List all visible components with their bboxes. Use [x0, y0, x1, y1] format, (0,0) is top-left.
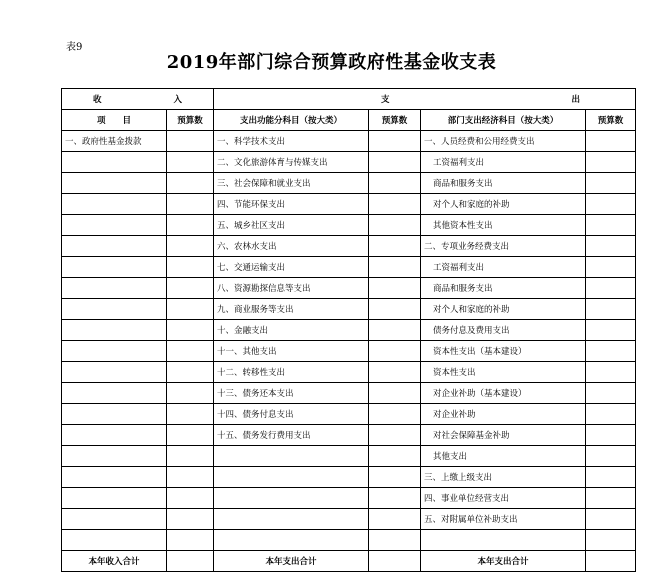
income-item-cell	[62, 446, 167, 467]
income-budget-cell	[167, 215, 214, 236]
func-budget-cell	[369, 362, 421, 383]
table-row	[62, 152, 636, 173]
func-total-value	[369, 551, 421, 572]
econ-budget-cell	[586, 278, 636, 299]
func-budget-cell	[369, 194, 421, 215]
econ-item-cell: 商品和服务支出	[421, 278, 586, 299]
func-item-cell: 十、金融支出	[214, 320, 369, 341]
col-header-budget-3: 预算数	[586, 110, 636, 131]
income-budget-cell	[167, 341, 214, 362]
func-item-cell: 六、农林水支出	[214, 236, 369, 257]
econ-item-cell: 工资福利支出	[421, 257, 586, 278]
econ-budget-cell	[586, 173, 636, 194]
income-item-cell: 一、政府性基金拨款	[62, 131, 167, 152]
page-title: 2019年部门综合预算政府性基金收支表	[166, 52, 497, 73]
income-budget-cell	[167, 194, 214, 215]
table-row	[62, 173, 636, 194]
econ-item-cell	[421, 530, 586, 551]
table-row	[62, 488, 636, 509]
income-budget-cell	[167, 467, 214, 488]
func-budget-cell	[369, 509, 421, 530]
econ-budget-cell	[586, 383, 636, 404]
func-budget-cell	[369, 383, 421, 404]
table-row	[62, 362, 636, 383]
income-budget-cell	[167, 320, 214, 341]
col-header-func: 支出功能分科目（按大类）	[214, 110, 369, 131]
col-header-item: 项 目	[62, 110, 167, 131]
econ-budget-cell	[586, 530, 636, 551]
func-budget-cell	[369, 467, 421, 488]
func-budget-cell	[369, 299, 421, 320]
econ-budget-cell	[586, 467, 636, 488]
income-header: 收 入	[62, 89, 214, 110]
func-item-cell: 八、资源勘探信息等支出	[214, 278, 369, 299]
func-budget-cell	[369, 215, 421, 236]
func-budget-cell	[369, 278, 421, 299]
income-budget-cell	[167, 362, 214, 383]
income-item-cell	[62, 488, 167, 509]
econ-item-cell: 一、人员经费和公用经费支出	[421, 131, 586, 152]
income-budget-cell	[167, 488, 214, 509]
econ-budget-cell	[586, 320, 636, 341]
func-budget-cell	[369, 446, 421, 467]
econ-budget-cell	[586, 341, 636, 362]
income-total-label: 本年收入合计	[62, 551, 167, 572]
func-item-cell	[214, 488, 369, 509]
econ-budget-cell	[586, 194, 636, 215]
table-row	[62, 299, 636, 320]
econ-budget-cell	[586, 404, 636, 425]
expense-header: 支 出	[214, 89, 636, 110]
table-row	[62, 383, 636, 404]
econ-item-cell: 其他支出	[421, 446, 586, 467]
table-row	[62, 278, 636, 299]
econ-budget-cell	[586, 362, 636, 383]
func-item-cell: 三、社会保障和就业支出	[214, 173, 369, 194]
income-item-cell	[62, 341, 167, 362]
table-row	[62, 257, 636, 278]
func-total-label: 本年支出合计	[214, 551, 369, 572]
table-row	[62, 404, 636, 425]
econ-item-cell: 商品和服务支出	[421, 173, 586, 194]
econ-budget-cell	[586, 236, 636, 257]
income-item-cell	[62, 236, 167, 257]
table-number: 表9	[66, 42, 83, 53]
econ-budget-cell	[586, 152, 636, 173]
econ-item-cell: 债务付息及费用支出	[421, 320, 586, 341]
income-item-cell	[62, 383, 167, 404]
income-item-cell	[62, 320, 167, 341]
econ-budget-cell	[586, 509, 636, 530]
econ-budget-cell	[586, 131, 636, 152]
income-item-cell	[62, 299, 167, 320]
income-item-cell	[62, 152, 167, 173]
econ-total-label: 本年支出合计	[421, 551, 586, 572]
func-item-cell	[214, 530, 369, 551]
func-item-cell	[214, 467, 369, 488]
econ-budget-cell	[586, 215, 636, 236]
income-budget-cell	[167, 257, 214, 278]
income-budget-cell	[167, 530, 214, 551]
income-item-cell	[62, 467, 167, 488]
func-budget-cell	[369, 320, 421, 341]
income-item-cell	[62, 257, 167, 278]
col-header-econ: 部门支出经济科目（按大类）	[421, 110, 586, 131]
income-item-cell	[62, 215, 167, 236]
econ-item-cell: 对个人和家庭的补助	[421, 299, 586, 320]
table-row	[62, 446, 636, 467]
func-budget-cell	[369, 131, 421, 152]
func-item-cell: 十四、债务付息支出	[214, 404, 369, 425]
table-row	[62, 425, 636, 446]
table-row	[62, 194, 636, 215]
header-row-income-expense	[62, 89, 636, 110]
econ-item-cell: 对企业补助（基本建设）	[421, 383, 586, 404]
income-budget-cell	[167, 278, 214, 299]
econ-item-cell: 五、对附属单位补助支出	[421, 509, 586, 530]
func-item-cell: 二、文化旅游体育与传媒支出	[214, 152, 369, 173]
income-total-value	[167, 551, 214, 572]
func-item-cell: 十三、债务还本支出	[214, 383, 369, 404]
func-budget-cell	[369, 488, 421, 509]
income-item-cell	[62, 194, 167, 215]
func-item-cell: 十五、债务发行费用支出	[214, 425, 369, 446]
table-row	[62, 341, 636, 362]
func-item-cell: 七、交通运输支出	[214, 257, 369, 278]
income-item-cell	[62, 362, 167, 383]
func-item-cell: 五、城乡社区支出	[214, 215, 369, 236]
func-item-cell	[214, 509, 369, 530]
income-budget-cell	[167, 383, 214, 404]
table-row	[62, 236, 636, 257]
table-row	[62, 215, 636, 236]
func-budget-cell	[369, 236, 421, 257]
income-item-cell	[62, 425, 167, 446]
table-row	[62, 131, 636, 152]
col-header-budget-1: 预算数	[167, 110, 214, 131]
func-budget-cell	[369, 530, 421, 551]
total-row	[62, 551, 636, 572]
func-item-cell: 十一、其他支出	[214, 341, 369, 362]
econ-item-cell: 二、专项业务经费支出	[421, 236, 586, 257]
income-item-cell	[62, 278, 167, 299]
income-budget-cell	[167, 446, 214, 467]
budget-table	[61, 88, 636, 572]
func-budget-cell	[369, 341, 421, 362]
econ-item-cell: 对个人和家庭的补助	[421, 194, 586, 215]
func-budget-cell	[369, 257, 421, 278]
econ-total-value	[586, 551, 636, 572]
func-item-cell: 一、科学技术支出	[214, 131, 369, 152]
income-budget-cell	[167, 152, 214, 173]
func-item-cell: 四、节能环保支出	[214, 194, 369, 215]
table-row	[62, 509, 636, 530]
econ-budget-cell	[586, 446, 636, 467]
income-item-cell	[62, 530, 167, 551]
econ-item-cell: 三、上缴上级支出	[421, 467, 586, 488]
income-budget-cell	[167, 173, 214, 194]
income-budget-cell	[167, 131, 214, 152]
income-budget-cell	[167, 299, 214, 320]
econ-item-cell: 对企业补助	[421, 404, 586, 425]
econ-item-cell: 四、事业单位经营支出	[421, 488, 586, 509]
income-item-cell	[62, 173, 167, 194]
econ-item-cell: 资本性支出	[421, 362, 586, 383]
func-budget-cell	[369, 425, 421, 446]
econ-item-cell: 对社会保障基金补助	[421, 425, 586, 446]
col-header-budget-2: 预算数	[369, 110, 421, 131]
func-item-cell: 九、商业服务等支出	[214, 299, 369, 320]
table-row	[62, 467, 636, 488]
income-budget-cell	[167, 425, 214, 446]
income-item-cell	[62, 404, 167, 425]
income-item-cell	[62, 509, 167, 530]
table-row	[62, 530, 636, 551]
table-row	[62, 320, 636, 341]
econ-budget-cell	[586, 299, 636, 320]
func-item-cell	[214, 446, 369, 467]
econ-item-cell: 资本性支出（基本建设）	[421, 341, 586, 362]
header-row-columns	[62, 110, 636, 131]
econ-item-cell: 工资福利支出	[421, 152, 586, 173]
econ-budget-cell	[586, 257, 636, 278]
econ-budget-cell	[586, 425, 636, 446]
func-budget-cell	[369, 173, 421, 194]
econ-item-cell: 其他资本性支出	[421, 215, 586, 236]
income-budget-cell	[167, 404, 214, 425]
func-budget-cell	[369, 404, 421, 425]
func-item-cell: 十二、转移性支出	[214, 362, 369, 383]
income-budget-cell	[167, 509, 214, 530]
income-budget-cell	[167, 236, 214, 257]
func-budget-cell	[369, 152, 421, 173]
econ-budget-cell	[586, 488, 636, 509]
